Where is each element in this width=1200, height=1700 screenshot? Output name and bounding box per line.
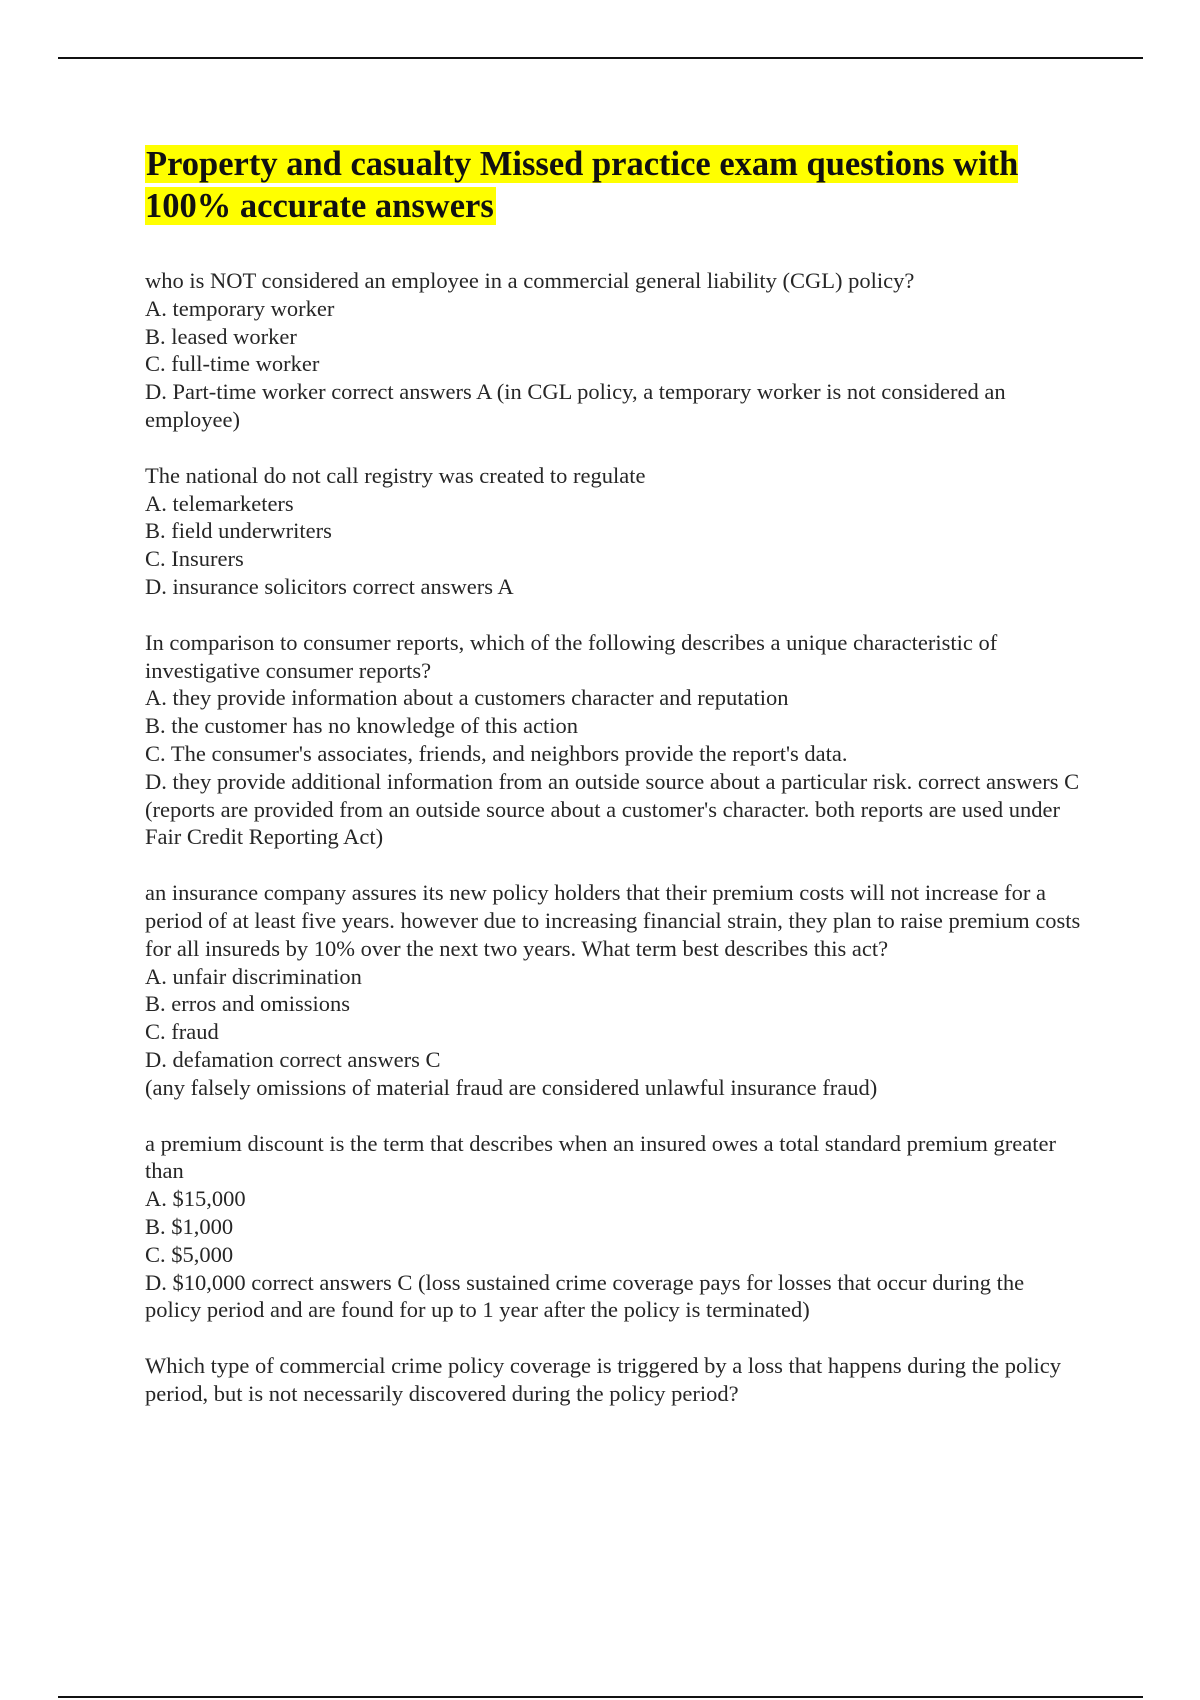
document-body	[145, 143, 1085, 1436]
question-text: who is NOT considered an employee in a commercial general liability (CGL) policy?	[145, 268, 915, 293]
option-c: C. Insurers	[145, 546, 244, 572]
question-text: Which type of commercial crime policy coverage is triggered by a loss that happens during the policy period, but is not necessarily discovered during the policy period?	[145, 1353, 1061, 1406]
option-d-answer: D. defamation correct answers C	[145, 1046, 441, 1072]
question-block-6	[145, 1352, 1085, 1408]
option-d-answer: D. Part-time worker correct answers A (in CGL policy, a temporary worker is not considered an employee)	[145, 379, 1006, 432]
option-c: C. $5,000	[145, 1241, 234, 1267]
question-block-2	[145, 462, 1085, 601]
option-c: C. The consumer's associates, friends, and neighbors provide the report's data.	[145, 740, 848, 766]
question-block-3	[145, 629, 1085, 851]
top-rule	[58, 57, 1143, 59]
option-d-answer: D. insurance solicitors correct answers A	[145, 573, 514, 599]
question-block-1	[145, 267, 1085, 434]
option-b: B. erros and omissions	[145, 991, 350, 1017]
option-a: A. $15,000	[145, 1186, 246, 1212]
answer-explanation: (any falsely omissions of material fraud are considered unlawful insurance fraud)	[145, 1074, 878, 1100]
question-text: The national do not call registry was created to regulate	[145, 462, 646, 488]
question-text: a premium discount is the term that describes when an insured owes a total standard premium greater than	[145, 1130, 1056, 1184]
option-a: A. unfair discrimination	[145, 963, 362, 989]
option-a: A. telemarketers	[145, 490, 294, 516]
option-b: B. leased worker	[145, 323, 297, 349]
option-b: B. field underwriters	[145, 518, 332, 544]
option-c: C. fraud	[145, 1019, 219, 1045]
bottom-rule	[58, 1696, 1143, 1698]
question-block-4	[145, 879, 1085, 1101]
option-b: B. the customer has no knowledge of this action	[145, 713, 579, 739]
option-a: A. temporary worker	[145, 295, 335, 321]
highlighted-title-text: Property and casualty Missed practice exam questions with 100% accurate answers	[145, 145, 1019, 225]
question-block-5	[145, 1130, 1085, 1325]
option-c: C. full-time worker	[145, 351, 320, 377]
option-d-answer: D. they provide additional information from an outside source about a particular risk. correct answers C (reports are provided from an outside source about a customer's character. both reports are used under Fair Credit Reporting Act)	[145, 768, 1080, 850]
option-d-answer: D. $10,000 correct answers C (loss sustained crime coverage pays for losses that occur during the policy period and are found for up to 1 year after the policy is terminated)	[145, 1269, 1025, 1323]
question-text: an insurance company assures its new policy holders that their premium costs will not increase for a period of at least five years. however due to increasing financial strain, they plan to raise premium costs for all insureds by 10% over the next two years. What term best describes this act?	[145, 880, 1081, 961]
question-text: In comparison to consumer reports, which of the following describes a unique characteristic of investigative consumer reports?	[145, 629, 998, 683]
option-b: B. $1,000	[145, 1213, 234, 1239]
option-a: A. they provide information about a customers character and reputation	[145, 685, 789, 711]
document-title	[145, 143, 1085, 227]
